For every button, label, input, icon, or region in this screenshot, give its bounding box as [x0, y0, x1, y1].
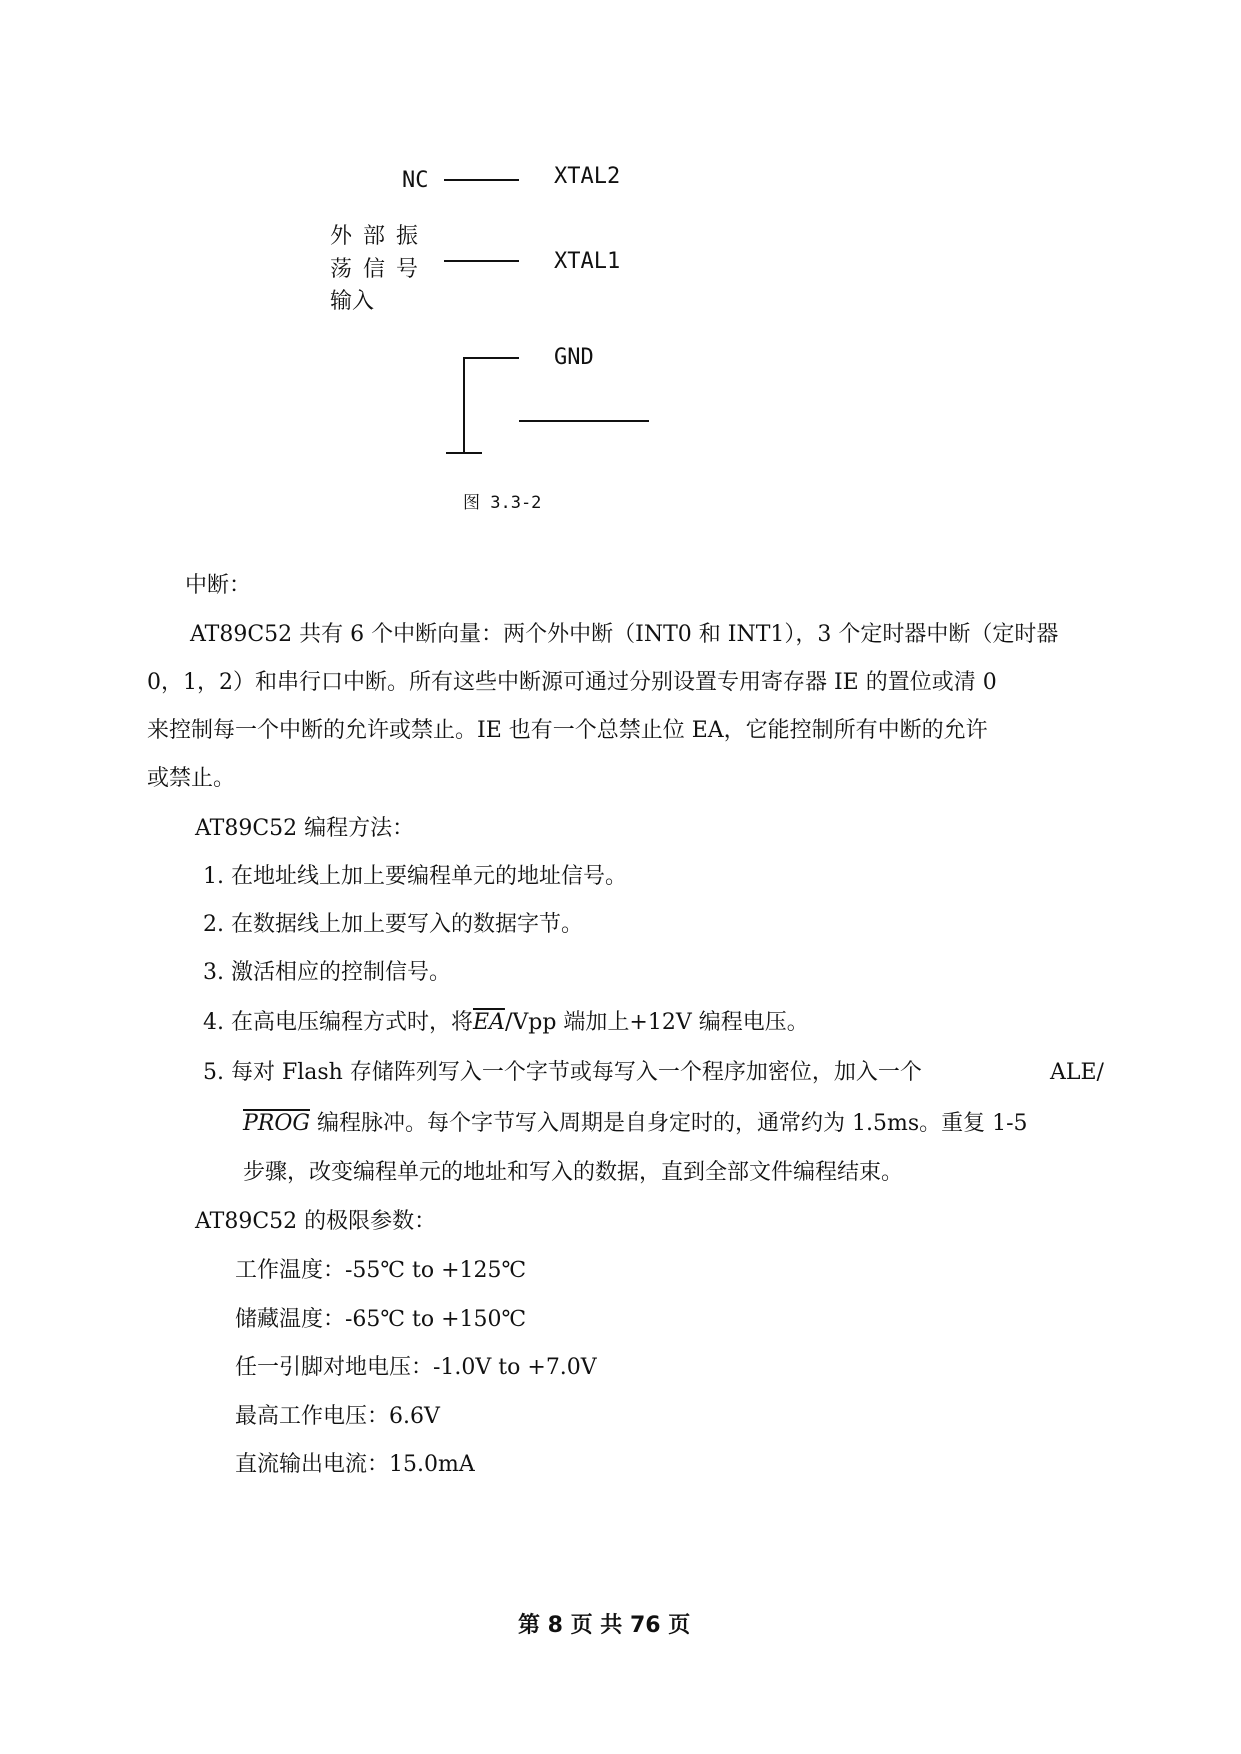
page-number: 第 8 页 共 76 页 [518, 1613, 691, 1638]
gnd-ground-bar [446, 452, 482, 454]
limit-operating-temp: 工作温度：-55℃ to +125℃ [235, 1258, 527, 1283]
programming-step-4 [203, 1008, 809, 1038]
limit-dc-current: 直流输出电流：15.0mA [235, 1452, 475, 1477]
programming-heading: AT89C52 编程方法： [195, 816, 415, 841]
limit-pin-voltage: 任一引脚对地电压：-1.0V to +7.0V [235, 1355, 597, 1380]
nc-line [444, 179, 519, 181]
external-signal-label-line3: 输入 [330, 289, 375, 314]
step5-line2-text: 编程脉冲。每个字节写入周期是自身定时的，通常约为 1.5ms。重复 1-5 [309, 1111, 1028, 1136]
programming-step-1: 1. 在地址线上加上要编程单元的地址信号。 [203, 864, 627, 889]
interrupt-paragraph-line4: 或禁止。 [147, 766, 236, 791]
external-signal-label-line2: 荡 信 号 [330, 257, 420, 282]
programming-step-3: 3. 激活相应的控制信号。 [203, 960, 451, 985]
limit-max-voltage: 最高工作电压：6.6V [235, 1404, 440, 1429]
gnd-label: GND [554, 345, 594, 370]
prog-signal: PROG [243, 1111, 310, 1136]
programming-step-5-line3: 步骤，改变编程单元的地址和写入的数据，直到全部文件编程结束。 [243, 1160, 904, 1185]
interrupt-paragraph-line1: AT89C52 共有 6 个中断向量：两个外中断（INT0 和 INT1），3 个定时器中断（定时器 [190, 622, 1059, 647]
step4-suffix: /Vpp 端加上+12V 编程电压。 [504, 1010, 809, 1035]
interrupt-paragraph-line3: 来控制每一个中断的允许或禁止。IE 也有一个总禁止位 EA，它能控制所有中断的允许 [147, 718, 988, 743]
nc-label: NC [402, 168, 429, 193]
programming-step-5-line1: 5. 每对 Flash 存储阵列写入一个字节或每写入一个程序加密位，加入一个 [203, 1060, 922, 1085]
programming-step-2: 2. 在数据线上加上要写入的数据字节。 [203, 912, 583, 937]
external-signal-label-line1: 外 部 振 [330, 224, 420, 249]
gnd-top-line [463, 357, 519, 359]
programming-step-5-line2 [243, 1109, 1028, 1139]
xtal2-label: XTAL2 [554, 164, 621, 189]
ale-signal: ALE/ [1050, 1060, 1104, 1085]
limits-heading: AT89C52 的极限参数： [195, 1209, 437, 1234]
interrupt-paragraph-line2: 0，1，2）和串行口中断。所有这些中断源可通过分别设置专用寄存器 IE 的置位或清 0 [147, 670, 997, 695]
gnd-right-line [519, 420, 649, 422]
step4-prefix: 4. 在高电压编程方式时，将 [203, 1010, 473, 1035]
limit-storage-temp: 储藏温度：-65℃ to +150℃ [235, 1307, 527, 1332]
interrupt-heading: 中断： [185, 573, 252, 598]
ea-signal: $\overline{EA}$ [472, 1010, 505, 1035]
xtal1-line [444, 260, 519, 262]
xtal1-label: XTAL1 [554, 249, 621, 274]
gnd-vertical-line [463, 357, 465, 453]
figure-caption: 图 3.3-2 [463, 493, 542, 513]
